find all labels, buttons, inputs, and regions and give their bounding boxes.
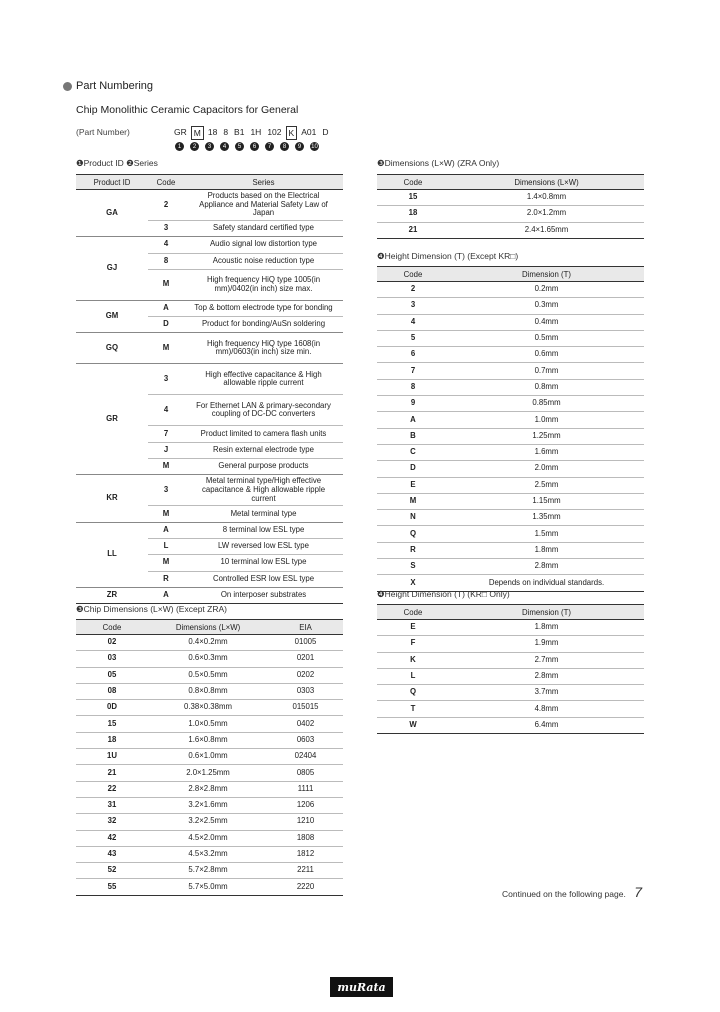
section-heading (63, 80, 153, 92)
code-cell: Q (377, 685, 449, 701)
dimension-cell: 1.4×0.8mm (449, 190, 644, 206)
chip-dims-caption: ❸Chip Dimensions (L×W) (Except ZRA) (76, 604, 227, 614)
table-row (377, 298, 644, 314)
part-number-segments (172, 126, 332, 140)
table-row (377, 428, 644, 444)
code-cell: 3 (377, 298, 449, 314)
product-id-cell: KR (76, 475, 148, 522)
table-row (76, 190, 343, 221)
code-cell: W (377, 717, 449, 733)
table-row (76, 587, 343, 603)
code-cell: 21 (76, 765, 148, 781)
table-row (76, 237, 343, 253)
dimension-cell: 3.2×2.5mm (148, 814, 268, 830)
height-kr-caption: ❹Height Dimension (T) (KR□ Only) (377, 589, 510, 599)
table-row (377, 330, 644, 346)
product-id-cell: GR (76, 364, 148, 475)
eia-cell: 1111 (268, 781, 343, 797)
dimension-cell: 0.6mm (449, 347, 644, 363)
product-id-cell: LL (76, 522, 148, 587)
table-row (377, 396, 644, 412)
part-number-segment: GR (174, 127, 187, 137)
dimension-cell: 0.3mm (449, 298, 644, 314)
part-number-segment: 1H (250, 127, 262, 137)
table-row (377, 363, 644, 379)
dimension-cell: 0.6×1.0mm (148, 749, 268, 765)
continued-text: Continued on the following page. (502, 889, 626, 899)
part-number-segment: K (286, 126, 298, 140)
eia-cell: 015015 (268, 700, 343, 716)
dimension-cell: 0.38×0.38mm (148, 700, 268, 716)
height-except-table (377, 266, 644, 592)
code-cell: 31 (76, 797, 148, 813)
series-cell: For Ethernet LAN & primary-secondary coupling of DC-DC converters (184, 395, 343, 426)
dimension-cell: 2.7mm (449, 652, 644, 668)
dimension-cell: 0.4×0.2mm (148, 635, 268, 651)
code-cell: 2 (377, 282, 449, 298)
code-cell: N (377, 510, 449, 526)
code-cell: X (377, 575, 449, 591)
table-row (377, 206, 644, 222)
part-number-index: 8 (280, 142, 289, 151)
eia-cell: 0201 (268, 651, 343, 667)
header-series: Series (184, 175, 343, 190)
code-cell: 9 (377, 396, 449, 412)
dimension-cell: 0.2mm (449, 282, 644, 298)
code-cell: A (148, 587, 184, 603)
table-row (76, 300, 343, 316)
header-dimensions: Dimensions (L×W) (449, 175, 644, 190)
code-cell: E (377, 620, 449, 636)
code-cell: K (377, 652, 449, 668)
header-code: Code (377, 605, 449, 620)
code-cell: 22 (76, 781, 148, 797)
table-row (377, 477, 644, 493)
part-number-segment: 102 (267, 127, 282, 137)
dimension-cell: 1.6×0.8mm (148, 732, 268, 748)
product-id-cell: GA (76, 190, 148, 237)
code-cell: M (148, 459, 184, 475)
table-row (377, 668, 644, 684)
code-cell: 21 (377, 222, 449, 238)
part-number-index: 9 (295, 142, 304, 151)
series-cell: On interposer substrates (184, 587, 343, 603)
page-subtitle: Chip Monolithic Ceramic Capacitors for General (76, 104, 299, 116)
eia-cell: 0202 (268, 667, 343, 683)
table-row (76, 797, 343, 813)
table-row (76, 879, 343, 895)
code-cell: L (148, 538, 184, 554)
code-cell: Q (377, 526, 449, 542)
bullet-icon (63, 82, 72, 91)
series-cell: High frequency HiQ type 1608(in mm)/0603(in inch) size min. (184, 333, 343, 364)
height-kr-table (377, 604, 644, 734)
table-row (76, 364, 343, 395)
series-cell: Product limited to camera flash units (184, 426, 343, 442)
table-row (377, 379, 644, 395)
series-cell: Resin external electrode type (184, 442, 343, 458)
code-cell: 18 (76, 732, 148, 748)
series-cell: High frequency HiQ type 1005(in mm)/0402(in inch) size max. (184, 269, 343, 300)
header-dimension-t: Dimension (T) (449, 605, 644, 620)
series-cell: Product for bonding/AuSn soldering (184, 317, 343, 333)
code-cell: 15 (377, 190, 449, 206)
code-cell: 18 (377, 206, 449, 222)
eia-cell: 1808 (268, 830, 343, 846)
eia-cell: 01005 (268, 635, 343, 651)
dimension-cell: 4.5×2.0mm (148, 830, 268, 846)
table-row (377, 461, 644, 477)
table-row (76, 700, 343, 716)
table-row (76, 765, 343, 781)
code-cell: M (148, 333, 184, 364)
dimension-cell: 1.9mm (449, 636, 644, 652)
table-row (377, 493, 644, 509)
code-cell: 02 (76, 635, 148, 651)
product-id-cell: GQ (76, 333, 148, 364)
dimension-cell: 0.5mm (449, 330, 644, 346)
eia-cell: 1210 (268, 814, 343, 830)
zra-dims-table (377, 174, 644, 239)
code-cell: 55 (76, 879, 148, 895)
dimension-cell: 2.5mm (449, 477, 644, 493)
table-row (76, 683, 343, 699)
dimension-cell: 1.8mm (449, 542, 644, 558)
dimension-cell: 0.7mm (449, 363, 644, 379)
header-code: Code (76, 620, 148, 635)
code-cell: 1U (76, 749, 148, 765)
dimension-cell: 2.8mm (449, 559, 644, 575)
series-cell: Safety standard certified type (184, 221, 343, 237)
table-row (76, 732, 343, 748)
code-cell: 08 (76, 683, 148, 699)
code-cell: M (148, 506, 184, 522)
table-row (377, 190, 644, 206)
product-id-cell: ZR (76, 587, 148, 603)
part-number-index: 7 (265, 142, 274, 151)
code-cell: M (148, 269, 184, 300)
table-row (377, 685, 644, 701)
code-cell: 4 (148, 237, 184, 253)
dimension-cell: 2.0mm (449, 461, 644, 477)
series-cell: Metal terminal type/High effective capacitance & High allowable ripple current (184, 475, 343, 506)
murata-logo: muRata (330, 977, 393, 997)
code-cell: 3 (148, 221, 184, 237)
series-cell: Top & bottom electrode type for bonding (184, 300, 343, 316)
table-row (377, 542, 644, 558)
header-dimensions: Dimensions (L×W) (148, 620, 268, 635)
table-row (76, 475, 343, 506)
dimension-cell: 0.8×0.8mm (148, 683, 268, 699)
eia-cell: 2220 (268, 879, 343, 895)
code-cell: 8 (377, 379, 449, 395)
chip-dims-table (76, 619, 343, 896)
table-row (377, 444, 644, 460)
product-series-table (76, 174, 343, 604)
code-cell: A (148, 300, 184, 316)
eia-cell: 1812 (268, 846, 343, 862)
table-row (377, 717, 644, 733)
dimension-cell: 1.0×0.5mm (148, 716, 268, 732)
dimension-cell: 1.25mm (449, 428, 644, 444)
series-cell: 8 terminal low ESL type (184, 522, 343, 538)
dimension-cell: 5.7×5.0mm (148, 879, 268, 895)
dimension-cell: 5.7×2.8mm (148, 863, 268, 879)
part-number-segment: 8 (223, 127, 229, 137)
table-row (377, 347, 644, 363)
series-cell: 10 terminal low ESL type (184, 555, 343, 571)
code-cell: 4 (377, 314, 449, 330)
product-series-caption: ❶Product ID ❷Series (76, 158, 158, 168)
eia-cell: 0303 (268, 683, 343, 699)
part-number-index: 5 (235, 142, 244, 151)
eia-cell: 1206 (268, 797, 343, 813)
eia-cell: 2211 (268, 863, 343, 879)
code-cell: T (377, 701, 449, 717)
code-cell: R (377, 542, 449, 558)
code-cell: J (148, 442, 184, 458)
dimension-cell: 1.0mm (449, 412, 644, 428)
series-cell: High effective capacitance & High allowable ripple current (184, 364, 343, 395)
header-product-id: Product ID (76, 175, 148, 190)
part-number-segment: 18 (207, 127, 218, 137)
header-code: Code (377, 175, 449, 190)
dimension-cell: 1.6mm (449, 444, 644, 460)
table-row (76, 635, 343, 651)
code-cell: C (377, 444, 449, 460)
table-row (76, 667, 343, 683)
code-cell: M (148, 555, 184, 571)
code-cell: 6 (377, 347, 449, 363)
code-cell: 7 (148, 426, 184, 442)
code-cell: 52 (76, 863, 148, 879)
dimension-cell: 2.8mm (449, 668, 644, 684)
eia-cell: 02404 (268, 749, 343, 765)
eia-cell: 0603 (268, 732, 343, 748)
code-cell: M (377, 493, 449, 509)
code-cell: 03 (76, 651, 148, 667)
code-cell: E (377, 477, 449, 493)
series-cell: LW reversed low ESL type (184, 538, 343, 554)
part-number-index: 4 (220, 142, 229, 151)
product-id-cell: GJ (76, 237, 148, 301)
dimension-cell: 0.6×0.3mm (148, 651, 268, 667)
table-row (377, 620, 644, 636)
code-cell: 8 (148, 253, 184, 269)
code-cell: A (148, 522, 184, 538)
table-row (377, 222, 644, 238)
header-code: Code (148, 175, 184, 190)
dimension-cell: 3.2×1.6mm (148, 797, 268, 813)
table-row (76, 781, 343, 797)
series-cell: General purpose products (184, 459, 343, 475)
code-cell: 32 (76, 814, 148, 830)
dimension-cell: 0.5×0.5mm (148, 667, 268, 683)
series-cell: Products based on the Electrical Appliance and Material Safety Law of Japan (184, 190, 343, 221)
table-row (76, 522, 343, 538)
code-cell: 05 (76, 667, 148, 683)
dimension-cell: 6.4mm (449, 717, 644, 733)
header-code: Code (377, 267, 449, 282)
table-row (377, 636, 644, 652)
code-cell: 4 (148, 395, 184, 426)
part-number-segment: M (191, 126, 204, 140)
dimension-cell: 4.5×3.2mm (148, 846, 268, 862)
section-title: Part Numbering (76, 80, 154, 92)
header-dimension-t: Dimension (T) (449, 267, 644, 282)
part-number-label: (Part Number) (76, 127, 130, 137)
dimension-cell: 2.8×2.8mm (148, 781, 268, 797)
table-row (76, 333, 343, 364)
table-row (377, 282, 644, 298)
part-number-index: 2 (190, 142, 199, 151)
dimension-cell: 1.5mm (449, 526, 644, 542)
dimension-cell: Depends on individual standards. (449, 575, 644, 591)
code-cell: 2 (148, 190, 184, 221)
code-cell: 15 (76, 716, 148, 732)
part-number-index: 10 (311, 143, 318, 150)
table-row (377, 559, 644, 575)
code-cell: A (377, 412, 449, 428)
dimension-cell: 4.8mm (449, 701, 644, 717)
code-cell: 3 (148, 364, 184, 395)
series-cell: Controlled ESR low ESL type (184, 571, 343, 587)
dimension-cell: 2.4×1.65mm (449, 222, 644, 238)
dimension-cell: 0.4mm (449, 314, 644, 330)
code-cell: 3 (148, 475, 184, 506)
part-number-index: 6 (250, 142, 259, 151)
zra-dims-caption: ❸Dimensions (L×W) (ZRA Only) (377, 158, 500, 168)
code-cell: B (377, 428, 449, 444)
table-row (377, 526, 644, 542)
series-cell: Metal terminal type (184, 506, 343, 522)
code-cell: R (148, 571, 184, 587)
part-number-segment: D (322, 127, 329, 137)
table-row (377, 412, 644, 428)
dimension-cell: 0.8mm (449, 379, 644, 395)
dimension-cell: 1.15mm (449, 493, 644, 509)
table-row (76, 830, 343, 846)
part-number-index: 1 (175, 142, 184, 151)
continued-note: Continued on the following page. 7 (502, 884, 642, 900)
eia-cell: 0805 (268, 765, 343, 781)
table-row (76, 846, 343, 862)
series-cell: Audio signal low distortion type (184, 237, 343, 253)
part-number-index: 3 (205, 142, 214, 151)
code-cell: 7 (377, 363, 449, 379)
header-eia: EIA (268, 620, 343, 635)
table-row (377, 701, 644, 717)
code-cell: D (377, 461, 449, 477)
dimension-cell: 1.35mm (449, 510, 644, 526)
dimension-cell: 1.8mm (449, 620, 644, 636)
product-id-cell: GM (76, 300, 148, 333)
dimension-cell: 0.85mm (449, 396, 644, 412)
eia-cell: 0402 (268, 716, 343, 732)
code-cell: D (148, 317, 184, 333)
code-cell: 0D (76, 700, 148, 716)
table-row (377, 314, 644, 330)
table-row (76, 863, 343, 879)
dimension-cell: 2.0×1.2mm (449, 206, 644, 222)
series-cell: Acoustic noise reduction type (184, 253, 343, 269)
part-number-segment: B1 (234, 127, 245, 137)
dimension-cell: 3.7mm (449, 685, 644, 701)
table-row (76, 716, 343, 732)
table-row (76, 651, 343, 667)
code-cell: S (377, 559, 449, 575)
table-row (76, 749, 343, 765)
code-cell: 5 (377, 330, 449, 346)
part-number-indices (175, 142, 325, 151)
dimension-cell: 2.0×1.25mm (148, 765, 268, 781)
code-cell: L (377, 668, 449, 684)
code-cell: 42 (76, 830, 148, 846)
height-except-caption: ❹Height Dimension (T) (Except KR□) (377, 251, 519, 261)
table-row (377, 510, 644, 526)
code-cell: F (377, 636, 449, 652)
part-number-segment: A01 (301, 127, 317, 137)
table-row (377, 652, 644, 668)
table-row (76, 814, 343, 830)
code-cell: 43 (76, 846, 148, 862)
